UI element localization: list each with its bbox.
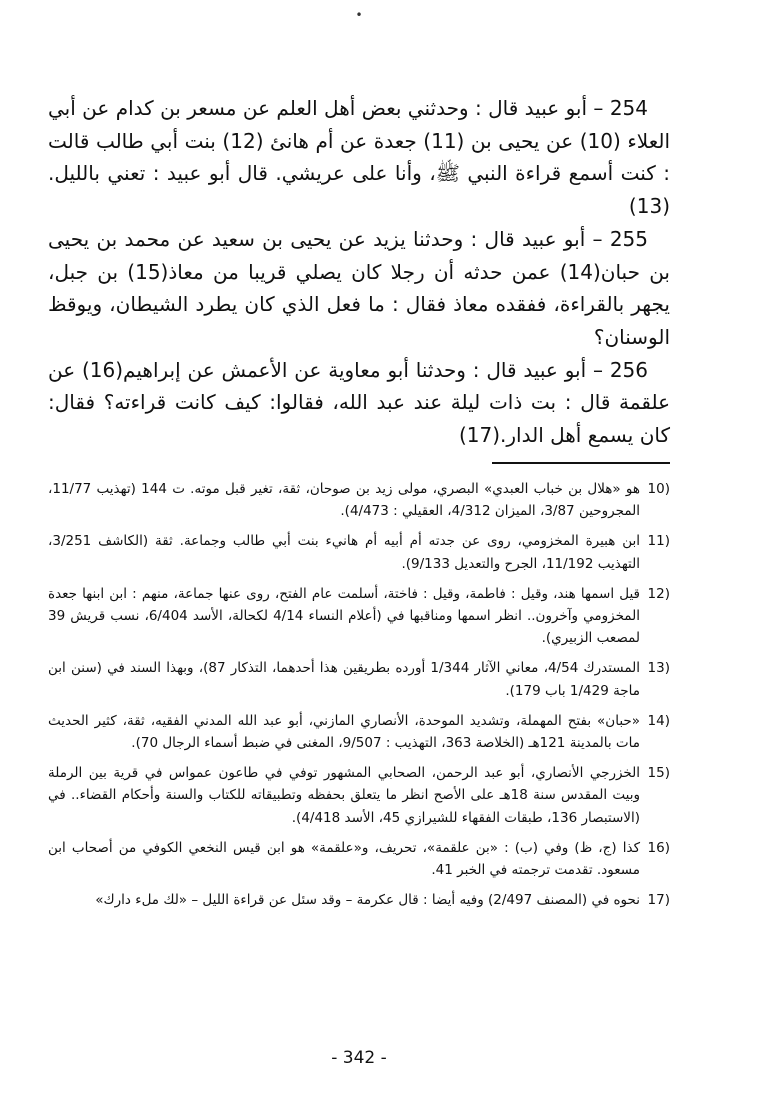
footnote-12 [48, 583, 670, 650]
footnotes [48, 478, 670, 919]
footnote-number: 13) [647, 660, 670, 677]
footnote-13 [48, 657, 670, 701]
paragraph-254: 254 – أبو عبيد قال : وحدثني بعض أهل العلم عن مسعر بن كدام عن أبي العلاء (10) عن يحيى بن (11) جعدة عن أم هانئ (12) بنت أبي طالب قالت : كنت أسمع قراءة النبي ﷺ، وأنا على عريشي. قال أبو عبيد : تعني بالليل.(13) [48, 96, 671, 219]
footnote-number: 16) [647, 839, 670, 856]
footnote-number: 17) [647, 892, 670, 909]
footnote-11 [48, 530, 670, 574]
footnote-15 [48, 762, 670, 829]
footnote-text: هو «هلال بن خباب العبدي» البصري، مولى زيد بن صوحان، ثقة، تغير قبل موته. ت 144 (تهذيب 11/77، المجروحين 3/87، الميزان 4/312، العقيلي : 4/473). [48, 481, 640, 520]
footnote-number: 10) [647, 481, 670, 497]
footnote-text: كذا (ج، ظ) وفي (ب) : «بن علقمة»، تحريف، و«علقمة» هو ابن قيس النخعي الكوفي من أصحاب ابن مسعود. تقدمت ترجمته في الخبر 41. [48, 839, 640, 879]
footnote-16 [48, 837, 670, 881]
footnote-number: 11) [647, 533, 670, 550]
footnote-text: الخزرجي الأنصاري، أبو عبد الرحمن، الصحابي المشهور توفي في طاعون عمواس في قرية بين الرملة وبيت المقدس سنة 18هـ على الأصح انظر ما يتعلق بحفظه وتطبيقاته للكتاب والسنة وأحكام القضاء.. في (الاستبصار 136، طبقات الفقهاء للشيرازي 45، الأسد 4/418). [48, 765, 640, 826]
footnote-text: المستدرك 4/54، معاني الآثار 1/344 أورده بطريقين هذا أحدهما، التذكار 87)، وبهذا السند في (سنن ابن ماجة 1/429 باب 179). [48, 660, 641, 699]
footnote-number: 14) [647, 712, 670, 729]
top-mark: • [355, 8, 363, 22]
footnote-text: «حبان» بفتح المهملة، وتشديد الموحدة، الأنصاري المازني، أبو عبد الله المدني الفقيه، ثقة، كثير الحديث مات بالمدينة 121هـ (الخلاصة 363، التهذيب : 9/507، المغنى في ضبط أسماء الرجال 70). [48, 712, 640, 752]
page-number: - 342 - [331, 1048, 387, 1068]
book-page [48, 0, 670, 1116]
footnote-number: 15) [647, 765, 670, 782]
footnote-text: نحوه في (المصنف 2/497) وفيه أيضا : قال عكرمة – وقد سئل عن قراءة الليل – «لك ملء دارك» [95, 892, 640, 909]
footnote-text: ابن هبيرة المخزومي، روى عن جدته أم أبيه أم هانيء بنت أبي طالب وجماعة. ثقة (الكاشف 3/251، التهذيب 11/192، الجرح والتعديل 9/133). [48, 533, 640, 572]
footnote-text: قيل اسمها هند، وقيل : فاطمة، وقيل : فاختة، أسلمت عام الفتح، روى عنها جماعة، منهم : ابن ابنها جعدة المخزومي وآخرون.. انظر اسمها ومناقبها في (أعلام النساء 4/14 لكحالة، الأسد 6/404، نسب قريش 39 لمصعب الزبيري). [48, 585, 640, 647]
paragraph-255: 255 – أبو عبيد قال : وحدثنا يزيد عن يحيى بن سعيد عن محمد بن يحيى بن حبان(14) عمن حدثه أن رجلا كان يصلي قريبا من معاذ(15) بن جبل، يجهر بالقراءة، ففقده معاذ فقال : ما فعل الذي كان يطرد الشيطان، ويوقظ الوسنان؟ [48, 226, 670, 349]
footnote-10 [48, 478, 670, 522]
footnote-14 [48, 710, 670, 754]
paragraph-256: 256 – أبو عبيد قال : وحدثنا أبو معاوية عن الأعمش عن إبراهيم(16) عن علقمة قال : بت ذات ليلة عند عبد الله، فقالوا: كيف كانت قراءته؟ فقال: كان يسمع أهل الدار.(17) [48, 357, 670, 448]
footnote-number: 12) [647, 585, 670, 602]
main-text [48, 92, 670, 452]
footnote-17 [48, 889, 670, 911]
footnote-separator [492, 462, 670, 464]
